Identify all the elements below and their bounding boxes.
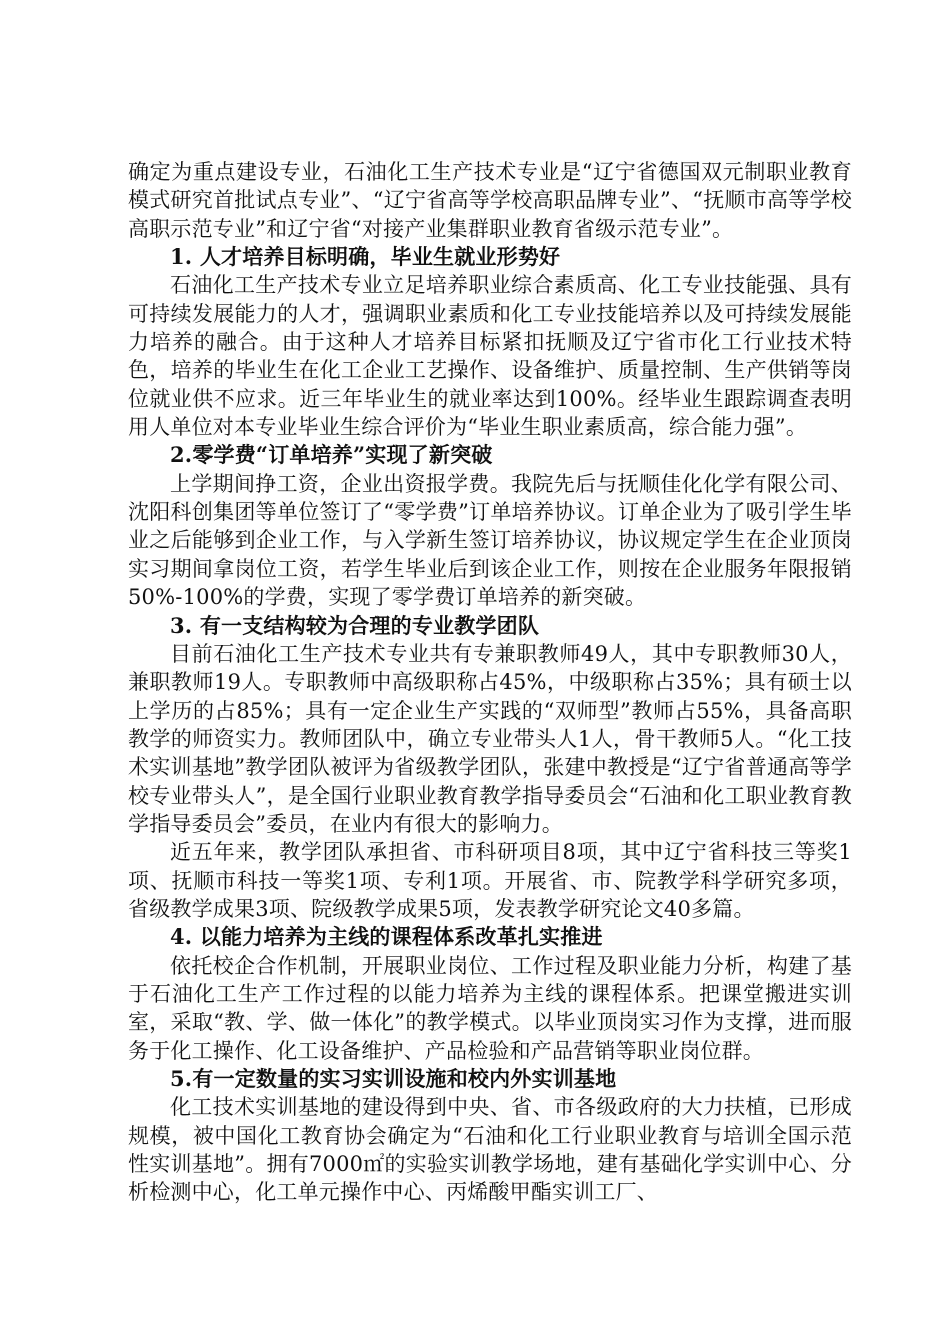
paragraph-section-1: 石油化工生产技术专业立足培养职业综合素质高、化工专业技能强、具有可持续发展能力的人才，强调职业素质和化工专业技能培养以及可持续发展能力培养的融合。由于这种人才培养目标紧扣抚顺及辽宁省市化工行业技术特色，培养的毕业生在化工企业工艺操作、设备维护、质量控制、生产供销等岗位就业供不应求。近三年毕业生的就业率达到100%。经毕业生跟踪调查表明用人单位对本专业毕业生综合评价为“毕业生职业素质高，综合能力强”。: [128, 273, 852, 440]
section-heading-2: 2.零学费“订单培养”实现了新突破: [170, 442, 493, 468]
section-heading-1: 1. 人才培养目标明确，毕业生就业形势好: [170, 244, 561, 270]
paragraph-section-4: 依托校企合作机制，开展职业岗位、工作过程及职业能力分析，构建了基于石油化工生产工作过程的以能力培养为主线的课程体系。把课堂搬进实训室，采取“教、学、做一体化”的教学模式。以毕业顶岗实习作为支撑，进而服务于化工操作、化工设备维护、产品检验和产品营销等职业岗位群。: [128, 953, 852, 1063]
paragraph-intro: 确定为重点建设专业，石油化工生产技术专业是“辽宁省德国双元制职业教育模式研究首批试点专业”、“辽宁省高等学校高职品牌专业”、“抚顺市高等学校高职示范专业”和辽宁省“对接产业集群职业教育省级示范专业”。: [128, 160, 852, 241]
paragraph-section-3a: 目前石油化工生产技术专业共有专兼职教师49人，其中专职教师30人，兼职教师19人。专职教师中高级职称占45%，中级职称占35%；具有硕士以上学历的占85%；具有一定企业生产实践的“双师型”教师占55%，具备高职教学的师资实力。教师团队中，确立专业带头人1人，骨干教师5人。“化工技术实训基地”教学团队被评为省级教学团队，张建中教授是“辽宁省普通高等学校专业带头人”，是全国行业职业教育教学指导委员会“石油和化工职业教育教学指导委员会”委员，在业内有很大的影响力。: [128, 641, 852, 836]
paragraph-section-5: 化工技术实训基地的建设得到中央、省、市各级政府的大力扶植，已形成规模，被中国化工教育协会确定为“石油和化工行业职业教育与培训全国示范性实训基地”。拥有7000㎡的实验实训教学场地，建有基础化学实训中心、分析检测中心，化工单元操作中心、丙烯酸甲酯实训工厂、: [128, 1095, 852, 1205]
paragraph-section-3b: 近五年来，教学团队承担省、市科研项目8项，其中辽宁省科技三等奖1项、抚顺市科技一等奖1项、专利1项。开展省、市、院教学科学研究多项，省级教学成果3项、院级教学成果5项，发表教学研究论文40多篇。: [128, 840, 852, 921]
section-heading-4: 4. 以能力培养为主线的课程体系改革扎实推进: [170, 924, 603, 950]
document-body: [128, 158, 852, 1207]
section-heading-5: 5.有一定数量的实习实训设施和校内外实训基地: [170, 1066, 617, 1091]
section-heading-3: 3. 有一支结构较为合理的专业教学团队: [170, 612, 540, 638]
paragraph-section-2: 上学期间挣工资，企业出资报学费。我院先后与抚顺佳化化学有限公司、沈阳科创集团等单位签订了“零学费”订单培养协议。订单企业为了吸引学生毕业之后能够到企业工作，与入学新生签订培养协议，协议规定学生在企业顶岗实习期间拿岗位工资，若学生毕业后到该企业工作，则按在企业服务年限报销50%-100%的学费，实现了零学费订单培养的新突破。: [128, 471, 852, 610]
